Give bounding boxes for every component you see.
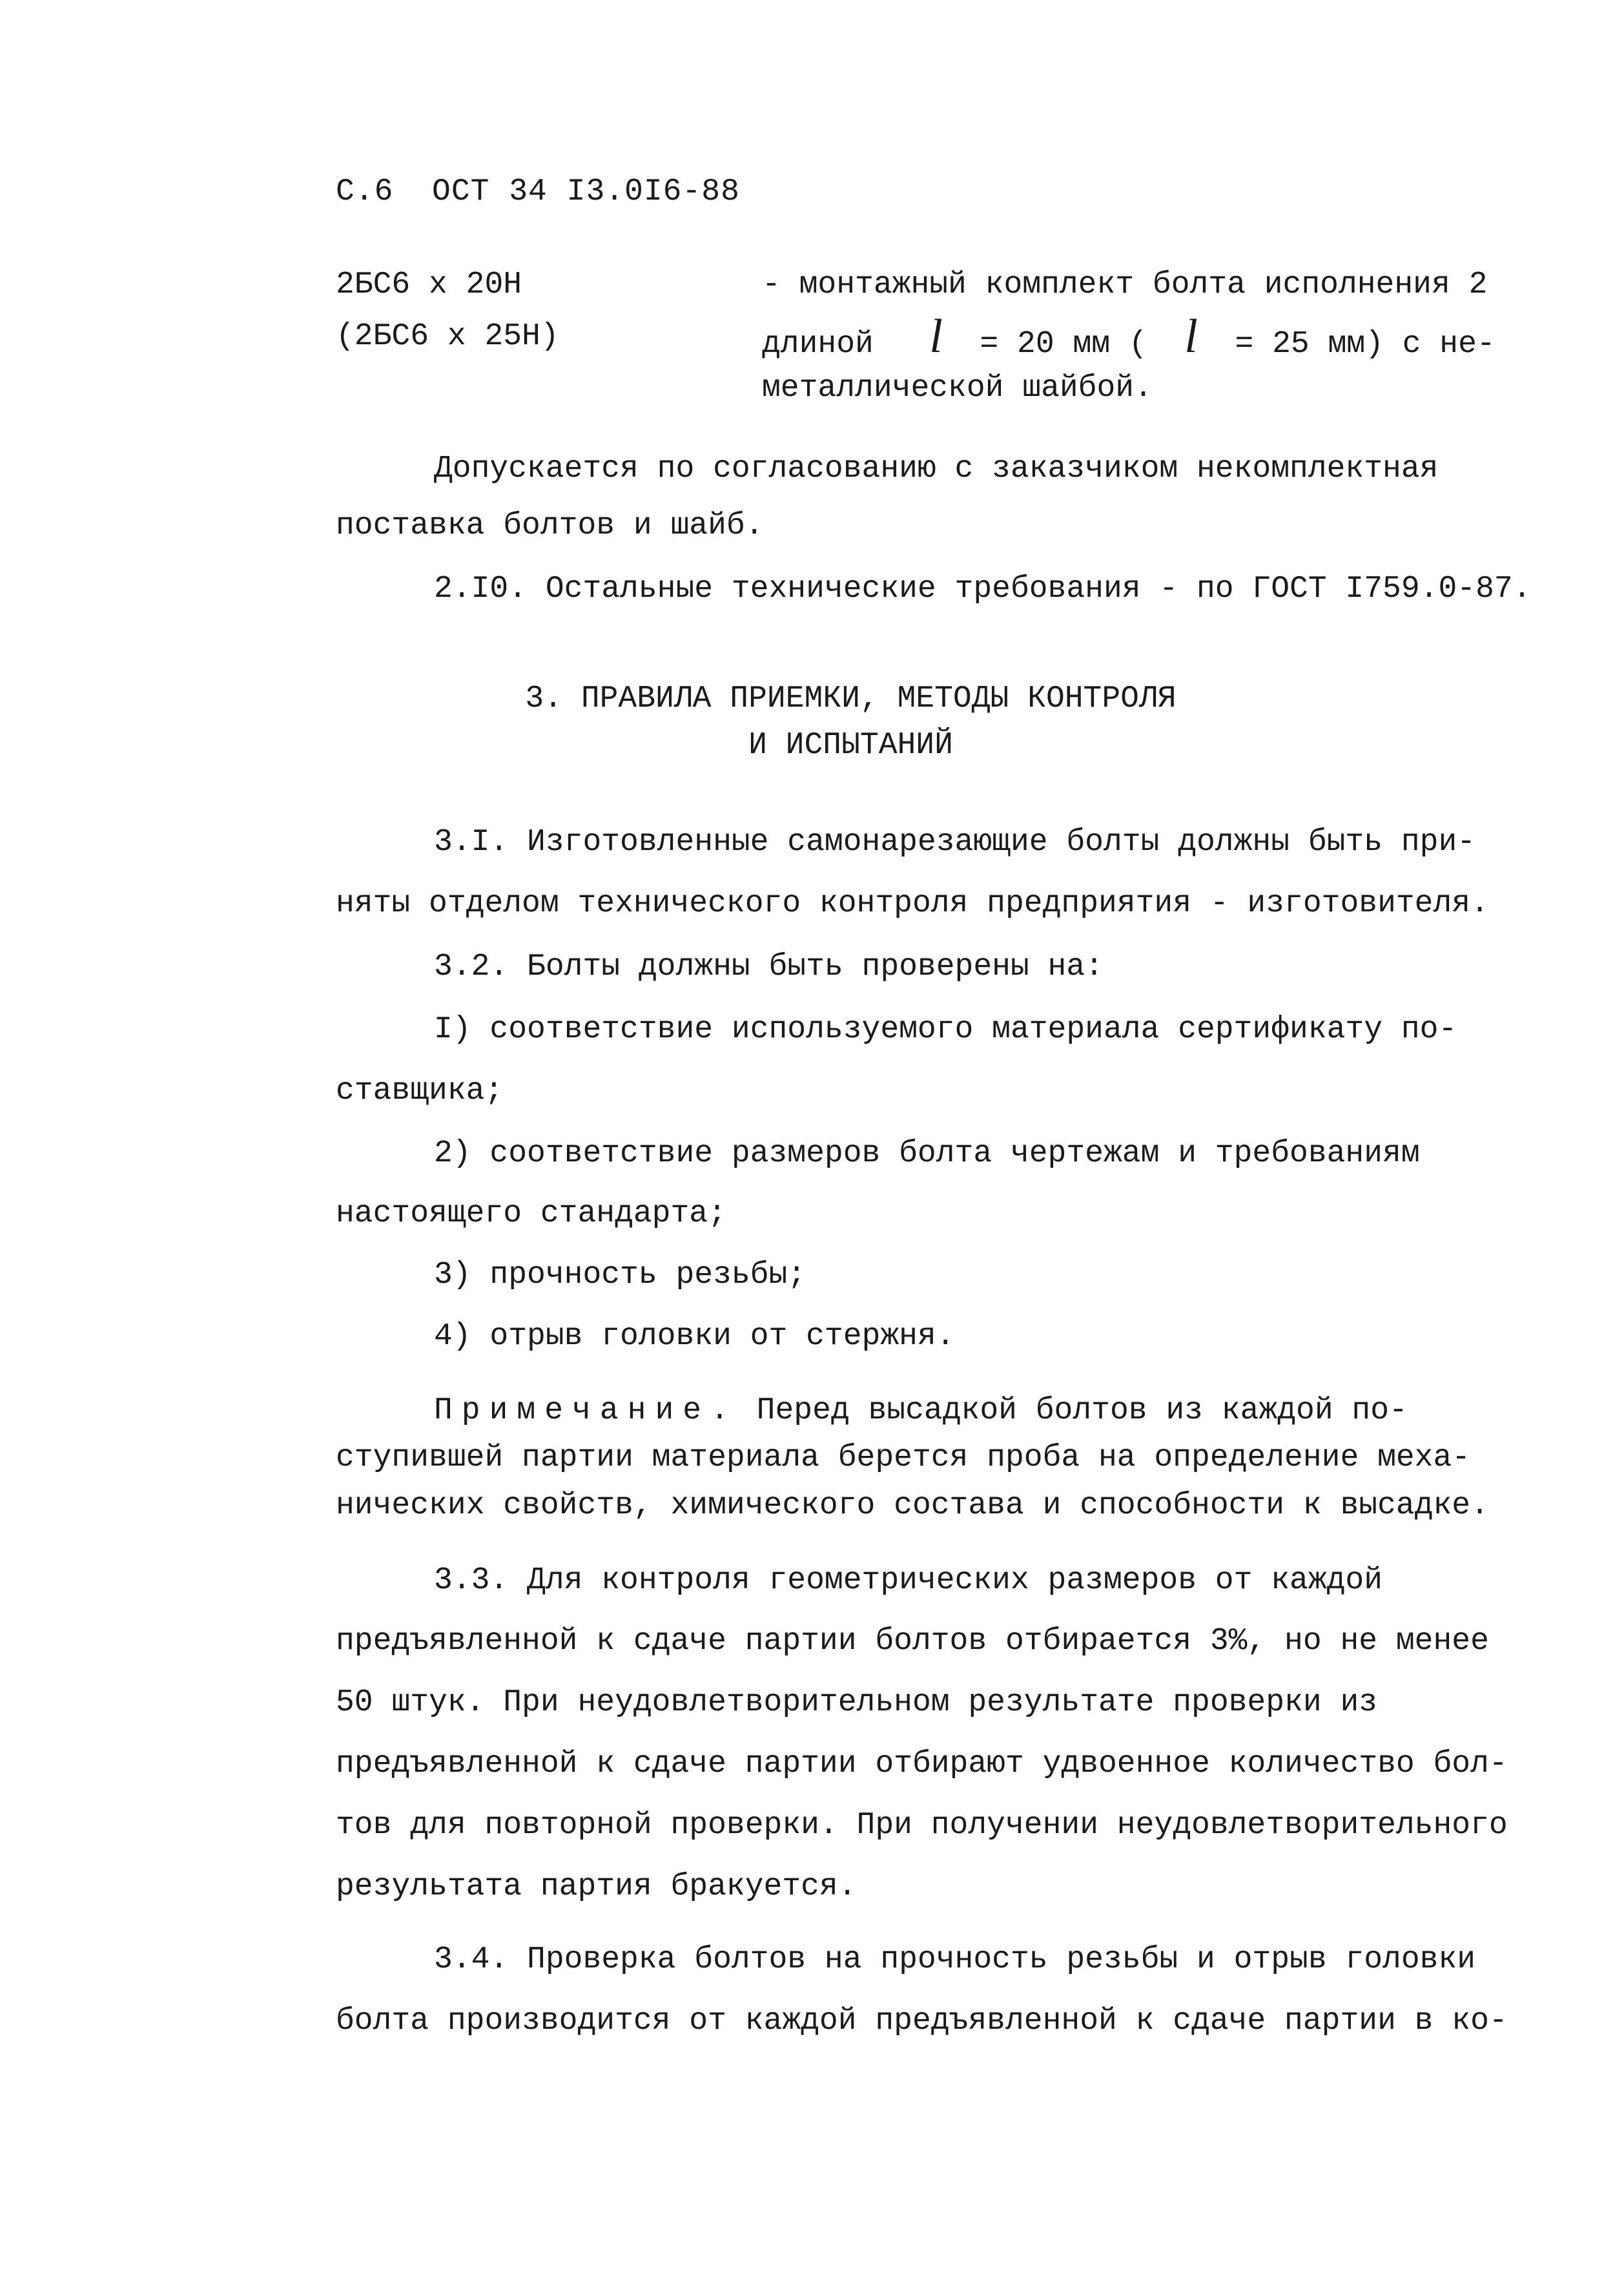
list-item-2-line-1: 2) соответствие размеров болта чертежам и требованиям — [434, 1136, 1420, 1171]
list-item-1-line-1: I) соответствие используемого материала сертификату по- — [434, 1012, 1457, 1047]
list-item-3: 3) прочность резьбы; — [434, 1258, 807, 1292]
p3-3-line-4: предъявленной к сдаче партии отбирают удвоенное количество бол- — [336, 1747, 1508, 1781]
definition-line-1: - монтажный комплект болта исполнения 2 — [762, 267, 1488, 302]
p3-3-line-2: предъявленной к сдаче партии болтов отбирается 3%, но не менее — [336, 1624, 1489, 1659]
section-3-title-line-2: И ИСПЫТАНИЙ — [748, 728, 953, 763]
list-item-1-line-2: ставщика; — [336, 1074, 504, 1108]
p3-3-line-3: 50 штук. При неудовлетворительном результате проверки из — [336, 1685, 1378, 1720]
list-item-4: 4) отрыв головки от стержня. — [434, 1319, 955, 1354]
note-label: Примечание. — [434, 1393, 738, 1428]
p3-2: 3.2. Болты должны быть проверены на: — [434, 949, 1104, 984]
p3-3-line-6: результата партия бракуется. — [336, 1869, 857, 1904]
note-line-1 — [434, 1392, 1408, 1429]
definition-line-3: металлической шайбой. — [762, 371, 1153, 406]
p3-1-line-1: 3.I. Изготовленные самонарезающие болты должны быть при- — [434, 825, 1476, 860]
definition-term-2: (2БС6 х 25Н) — [336, 319, 559, 354]
length-symbol-l: l — [1184, 310, 1198, 363]
p3-1-line-2: няты отделом технического контроля предприятия - изготовителя. — [336, 886, 1489, 921]
definition-line-2-c: = 25 мм) с не- — [1235, 327, 1496, 362]
p3-3-line-1: 3.3. Для контроля геометрических размеров от каждой — [434, 1563, 1383, 1598]
allowed-line-1: Допускается по согласованию с заказчиком некомплектная — [434, 451, 1439, 486]
p3-4-line-1: 3.4. Проверка болтов на прочность резьбы и отрыв головки — [434, 1942, 1476, 1977]
page-header: С.6 ОСТ 34 I3.0I6-88 — [336, 174, 740, 209]
note-line-2: ступившей партии материала берется проба на определение меха- — [336, 1440, 1471, 1475]
allowed-line-2: поставка болтов и шайб. — [336, 508, 764, 543]
definition-line-2-a: длиной — [762, 327, 874, 362]
section-3-title-line-1: 3. ПРАВИЛА ПРИЕМКИ, МЕТОДЫ КОНТРОЛЯ — [525, 681, 1177, 716]
length-symbol-l: l — [929, 310, 943, 363]
definition-line-2 — [762, 310, 1496, 363]
list-item-2-line-2: настоящего стандарта; — [336, 1196, 726, 1231]
p3-4-line-2: болта производится от каждой предъявленной к сдаче партии в ко- — [336, 2004, 1508, 2038]
definition-term-1: 2БС6 х 20Н — [336, 267, 522, 302]
note-line-3: нических свойств, химического состава и способности к высадке. — [336, 1488, 1489, 1523]
item-2-10: 2.I0. Остальные технические требования - по ГОСТ I759.0-87. — [434, 572, 1532, 607]
p3-3-line-5: тов для повторной проверки. При получении неудовлетворительного — [336, 1808, 1508, 1843]
note-line-1-rest: Перед высадкой болтов из каждой по- — [756, 1393, 1408, 1428]
definition-line-2-b: = 20 мм ( — [980, 327, 1147, 362]
